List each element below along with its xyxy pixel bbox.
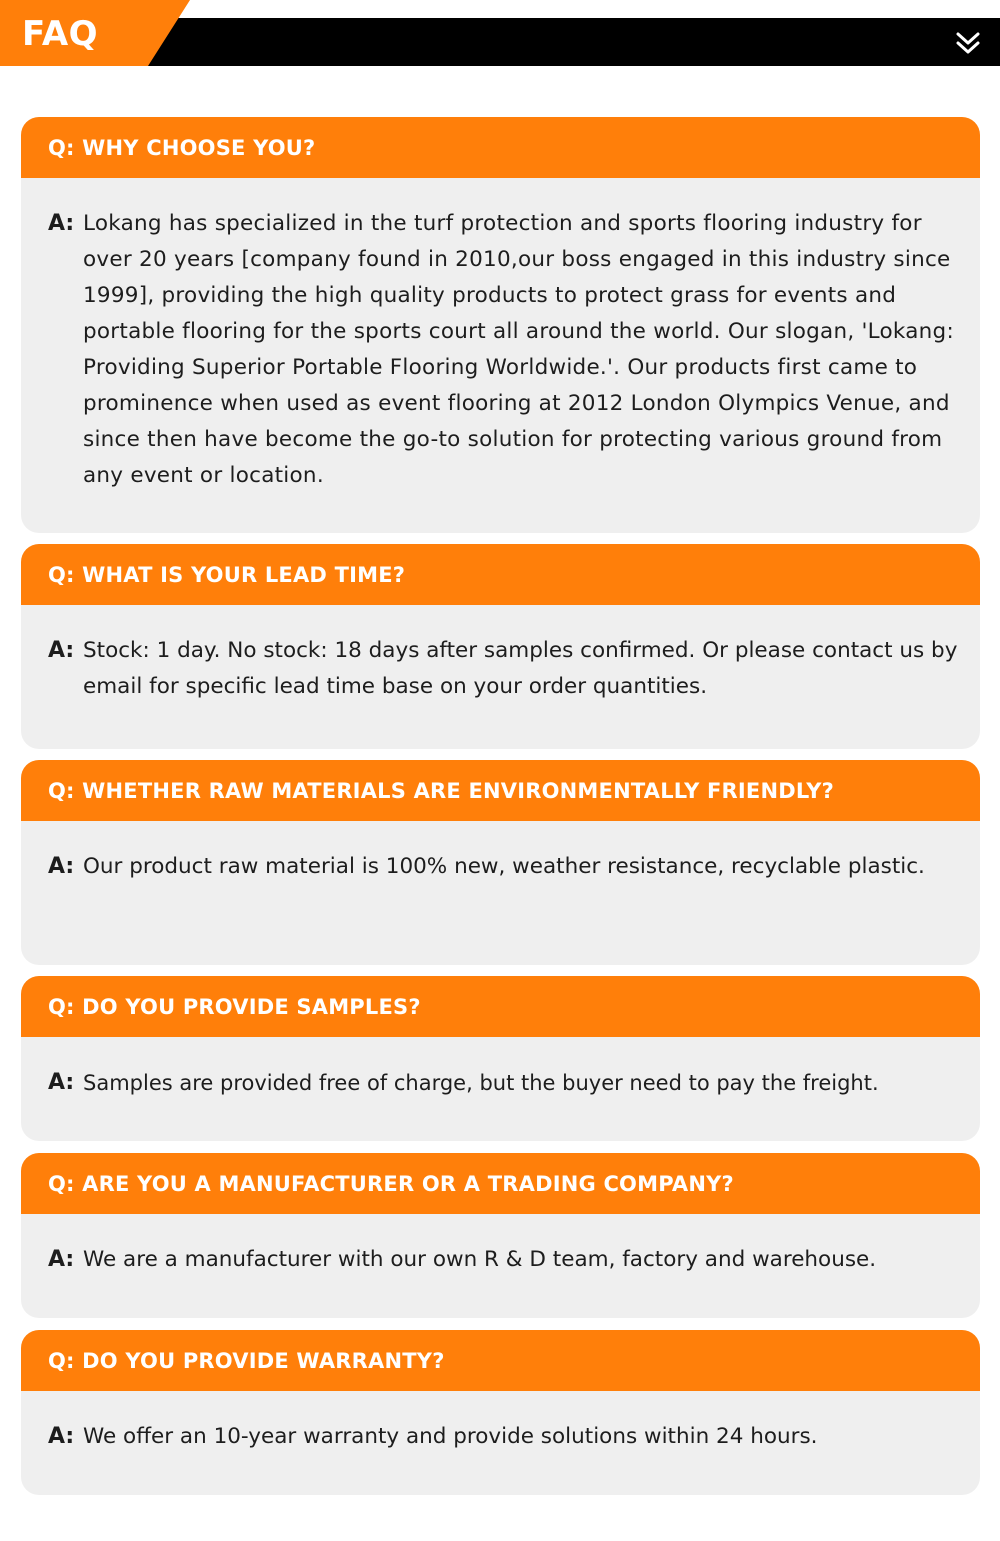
page-title: FAQ (22, 14, 99, 54)
faq-question: Q: WHAT IS YOUR LEAD TIME? (48, 562, 406, 587)
answer-label: A: (48, 1424, 75, 1449)
faq-question-bar[interactable] (21, 760, 980, 821)
answer-text: Lokang has specialized in the turf protection and sports flooring industry for over 20 years [company found in 2010,our boss engaged in this industry since 1999], providing the high quality products to protect grass for events and portable flooring for the sports court all around the world. Our slogan, 'Lokang: Providing Superior Portable Flooring Worldwide.'. Our products first came to prominence when used as event flooring at 2012 London Olympics Venue, and since then have become the go-to solution for protecting various ground from any event or location. (83, 211, 954, 488)
answer-label: A: (48, 1247, 75, 1272)
faq-question-bar[interactable] (21, 544, 980, 605)
faq-item-raw-materials (21, 760, 980, 965)
faq-question: Q: ARE YOU A MANUFACTURER OR A TRADING COMPANY? (48, 1171, 734, 1196)
answer-label: A: (48, 1070, 75, 1095)
faq-answer (21, 1037, 980, 1101)
answer-text: We are a manufacturer with our own R & D team, factory and warehouse. (83, 1247, 877, 1272)
faq-item-warranty (21, 1330, 980, 1495)
answer-label: A: (48, 211, 75, 236)
answer-text: Stock: 1 day. No stock: 18 days after samples confirmed. Or please contact us by email for specific lead time base on your order quantities. (83, 638, 958, 699)
faq-answer (21, 821, 980, 885)
faq-question-bar[interactable] (21, 1330, 980, 1391)
faq-question-bar[interactable] (21, 1153, 980, 1214)
double-chevron-down-icon[interactable] (952, 27, 984, 59)
faq-question-bar[interactable] (21, 976, 980, 1037)
answer-label: A: (48, 638, 75, 663)
faq-item-why-choose (21, 117, 980, 533)
page-header (0, 0, 1000, 66)
faq-question: Q: WHY CHOOSE YOU? (48, 135, 316, 160)
faq-answer (21, 605, 980, 705)
faq-answer (21, 1214, 980, 1278)
faq-answer (21, 1391, 980, 1455)
faq-item-manufacturer (21, 1153, 980, 1318)
faq-question-bar[interactable] (21, 117, 980, 178)
faq-item-lead-time (21, 544, 980, 749)
faq-question: Q: DO YOU PROVIDE SAMPLES? (48, 994, 421, 1019)
answer-label: A: (48, 854, 75, 879)
answer-text: Our product raw material is 100% new, weather resistance, recyclable plastic. (83, 854, 925, 879)
answer-text: Samples are provided free of charge, but the buyer need to pay the freight. (83, 1071, 879, 1095)
faq-answer (21, 178, 980, 494)
answer-text: We offer an 10-year warranty and provide solutions within 24 hours. (83, 1424, 818, 1449)
faq-question: Q: DO YOU PROVIDE WARRANTY? (48, 1348, 445, 1373)
faq-item-samples (21, 976, 980, 1141)
faq-question: Q: WHETHER RAW MATERIALS ARE ENVIRONMENTALLY FRIENDLY? (48, 778, 834, 803)
